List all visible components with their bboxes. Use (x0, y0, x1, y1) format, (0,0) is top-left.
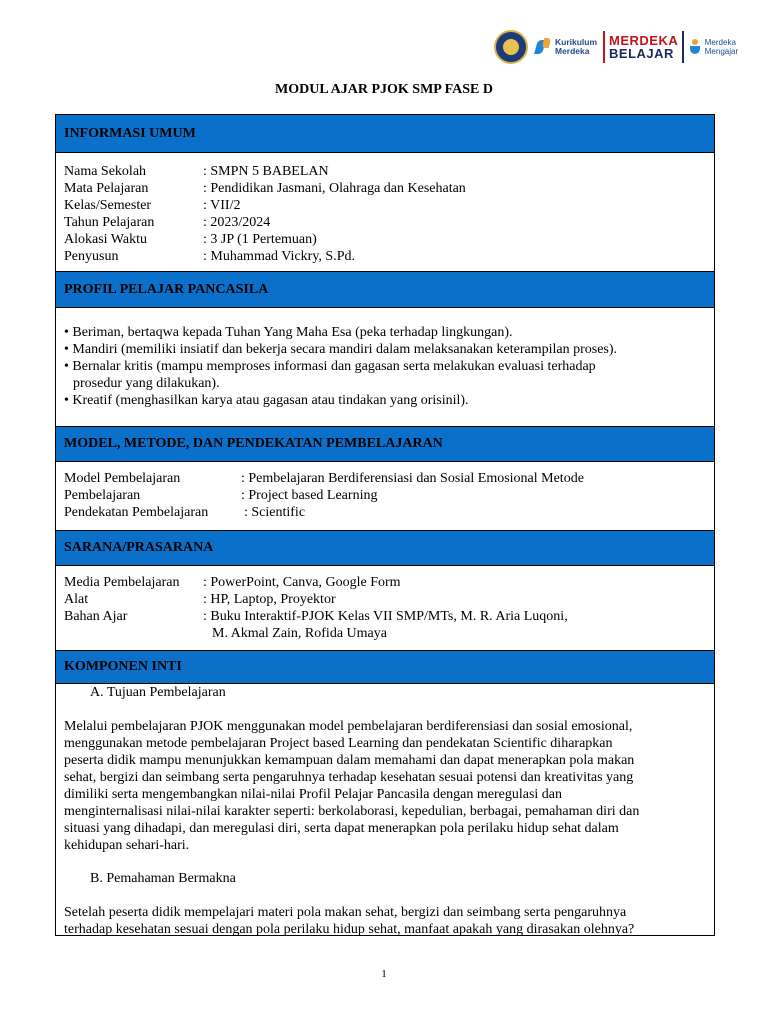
info-row-alokasi-waktu (64, 231, 706, 248)
paragraph-line: terhadap kesehatan sesuai dengan pola perilaku hidup sehat, manfaat apakah yang dirasakan olehnya? (64, 922, 635, 936)
merdeka-mengajar-logo (690, 38, 738, 56)
kurikulum-line1: Kurikulum (555, 37, 598, 47)
paragraph-line: kehidupan sehari-hari. (64, 838, 190, 853)
sarana-row-media (64, 574, 706, 591)
paragraph-line: peserta didik mampu menunjukkan kemampuan dalam memahami dan dapat menerapkan pola makan (64, 753, 635, 768)
merdeka-line1: MERDEKA (609, 33, 679, 48)
sarana-label: Bahan Ajar (64, 609, 128, 624)
sarana-row-bahan (64, 608, 706, 625)
info-value: : 3 JP (1 Pertemuan) (203, 232, 317, 247)
section-body-komponen (56, 684, 714, 936)
info-label: Mata Pelajaran (64, 181, 149, 196)
mengajar-line1: Merdeka (704, 38, 736, 47)
subheading-pemahaman: B. Pemahaman Bermakna (90, 871, 236, 886)
paragraph-line: dimiliki serta mengembangkan nilai-nilai Profil Pelajar Pancasila dengan meregulasi dan (64, 787, 563, 802)
profil-bullet-3-cont: prosedur yang dilakukan). (73, 376, 220, 391)
info-value: : Muhammad Vickry, S.Pd. (203, 249, 355, 264)
model-row-3 (64, 504, 706, 521)
university-seal-icon (494, 30, 528, 64)
sarana-value: : PowerPoint, Canva, Google Form (203, 575, 401, 590)
section-body-model (56, 462, 714, 530)
profil-bullet-3: • Bernalar kritis (mampu memproses informasi dan gagasan serta melakukan evaluasi terhadap (64, 359, 596, 374)
paragraph-pemahaman (64, 904, 706, 936)
info-value: : SMPN 5 BABELAN (203, 164, 329, 179)
section-body-sarana (56, 566, 714, 650)
logo-divider (603, 31, 605, 63)
model-value: : Project based Learning (241, 488, 378, 503)
info-label: Tahun Pelajaran (64, 215, 155, 230)
sarana-label: Media Pembelajaran (64, 575, 180, 590)
section-heading-profil (56, 271, 714, 308)
sarana-label-empty (64, 625, 203, 642)
section-body-profil (56, 308, 714, 426)
section-body-informasi-umum (56, 153, 714, 271)
info-label: Penyusun (64, 249, 119, 264)
kurikulum-merdeka-logo (536, 38, 597, 56)
model-row-1 (64, 470, 706, 487)
info-row-mata-pelajaran (64, 180, 706, 197)
info-row-tahun-pelajaran (64, 214, 706, 231)
model-label: Pembelajaran (64, 488, 141, 503)
paragraph-line: menginternalisasi nilai-nilai karakter seperti: berkolaborasi, kepedulian, berbagai, pemahaman diri dan (64, 804, 640, 819)
section-heading-sarana (56, 530, 714, 566)
model-value: : Pembelajaran Berdiferensiasi dan Sosial Emosional Metode (241, 471, 584, 486)
paragraph-tujuan (64, 718, 706, 854)
profil-bullet-2: • Mandiri (memiliki insiatif dan bekerja secara mandiri dalam melaksanakan keterampilan proses). (64, 342, 618, 357)
model-row-2 (64, 487, 706, 504)
paragraph-line: sehat, bergizi dan seimbang serta pengaruhnya terhadap kesehatan sesuai potensi dan kreativitas yang (64, 770, 634, 785)
heading-text: SARANA/PRASARANA (64, 540, 214, 555)
sarana-row-alat (64, 591, 706, 608)
info-label: Nama Sekolah (64, 164, 147, 179)
model-label: Pendekatan Pembelajaran (64, 505, 209, 520)
info-label: Alokasi Waktu (64, 232, 147, 247)
sarana-value: : HP, Laptop, Proyektor (203, 592, 336, 607)
page-number: 1 (381, 968, 387, 980)
heading-text: INFORMASI UMUM (64, 125, 196, 141)
kurikulum-line2: Merdeka (555, 46, 590, 56)
info-row-kelas-semester (64, 197, 706, 214)
profil-bullet-4: • Kreatif (menghasilkan karya atau gagasan atau tindakan yang orisinil). (64, 393, 469, 408)
section-heading-komponen (56, 650, 714, 684)
header-logos (494, 30, 738, 64)
sarana-row-bahan-cont (64, 625, 706, 642)
paragraph-line: situasi yang dihadapi, dan meregulasi diri, serta dapat menerapkan pola perilaku hidup sehat dalam (64, 821, 619, 836)
merdeka-belajar-logo (609, 34, 678, 60)
paragraph-line: Melalui pembelajaran PJOK menggunakan model pembelajaran berdiferensiasi dan sosial emosional, (64, 719, 633, 734)
section-heading-model (56, 426, 714, 462)
merdeka-line2: BELAJAR (609, 46, 674, 61)
model-value: : Scientific (244, 505, 306, 520)
info-label: Kelas/Semester (64, 198, 152, 213)
heading-text: PROFIL PELAJAR PANCASILA (64, 281, 269, 297)
info-row-penyusun (64, 248, 706, 265)
heading-text: KOMPONEN INTI (64, 659, 182, 674)
model-label: Model Pembelajaran (64, 471, 181, 486)
mengajar-line2: Mengajar (704, 47, 739, 56)
subheading-tujuan: A. Tujuan Pembelajaran (90, 685, 226, 700)
profil-bullet-1: • Beriman, bertaqwa kepada Tuhan Yang Maha Esa (peka terhadap lingkungan). (64, 325, 513, 340)
sarana-value: : Buku Interaktif-PJOK Kelas VII SMP/MTs, M. R. Aria Luqoni, (203, 609, 568, 624)
paragraph-line: Setelah peserta didik mempelajari materi pola makan sehat, bergizi dan seimbang serta pengaruhnya (64, 905, 627, 920)
logo-divider-2 (682, 31, 684, 63)
info-value: : 2023/2024 (203, 215, 271, 230)
info-value: : Pendidikan Jasmani, Olahraga dan Kesehatan (203, 181, 466, 196)
info-value: : VII/2 (203, 198, 241, 213)
heading-text: MODEL, METODE, DAN PENDEKATAN PEMBELAJARAN (64, 436, 443, 451)
sarana-value: M. Akmal Zain, Rofida Umaya (212, 626, 387, 641)
document-title: MODUL AJAR PJOK SMP FASE D (275, 82, 493, 97)
section-heading-informasi-umum (56, 115, 714, 153)
sarana-label: Alat (64, 592, 89, 607)
mengajar-mark-icon (690, 39, 702, 55)
module-table (55, 114, 715, 936)
info-row-nama-sekolah (64, 163, 706, 180)
kurikulum-mark-icon (536, 38, 552, 56)
paragraph-line: menggunakan metode pembelajaran Project based Learning dan pendekatan Scientific diharapkan (64, 736, 613, 751)
